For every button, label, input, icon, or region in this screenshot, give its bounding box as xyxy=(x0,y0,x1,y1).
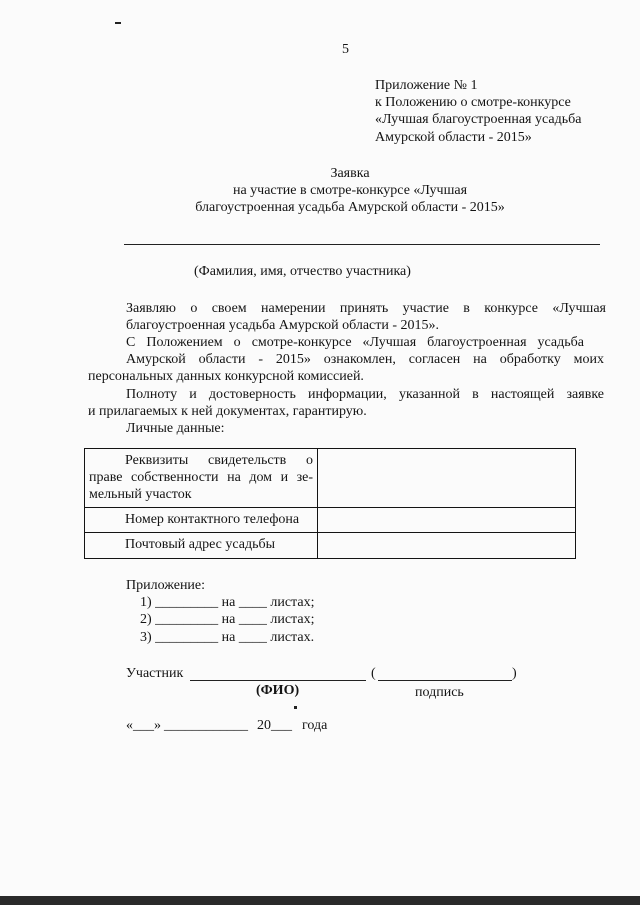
title-line-3: благоустроенная усадьба Амурской области - 2015» xyxy=(195,200,505,215)
table-row xyxy=(85,508,576,533)
title-line-1: Заявка xyxy=(330,166,370,181)
attachment-item-1: 1) _________ на ____ листах; xyxy=(140,595,315,610)
annex-line-1: Приложение № 1 xyxy=(375,78,478,93)
sign-line xyxy=(378,680,512,681)
p2-line-3: персональных данных конкурсной комиссией. xyxy=(88,369,364,384)
sign-close-paren: ) xyxy=(512,666,517,681)
attachment-item-3: 3) _________ на ____ листах. xyxy=(140,630,315,645)
fio-caption: (ФИО) xyxy=(256,683,300,698)
personal-data-table xyxy=(84,448,576,559)
annex-line-3: «Лучшая благоустроенная усадьба xyxy=(375,112,582,127)
attachments-label: Приложение: xyxy=(126,578,206,593)
participant-name-line xyxy=(124,244,600,245)
sign-caption: подпись xyxy=(415,685,464,700)
p3-line-2: и прилагаемых к ней документах, гарантирую. xyxy=(88,404,367,419)
property-docs-label-line-2: праве собственности на дом и зе- xyxy=(89,470,313,485)
participant-name-caption: (Фамилия, имя, отчество участника) xyxy=(194,264,411,279)
scan-mark xyxy=(115,22,121,24)
personal-data-label: Личные данные: xyxy=(126,421,225,436)
phone-value-cell[interactable] xyxy=(318,508,576,533)
property-docs-label-cell xyxy=(85,449,318,508)
table-row xyxy=(85,533,576,559)
date-day: «___» xyxy=(126,718,161,733)
address-label-cell xyxy=(85,533,318,559)
annex-line-2: к Положению о смотре-конкурсе xyxy=(375,95,571,110)
p1-line-1: Заявляю о своем намерении принять участие в конкурсе «Лучшая xyxy=(126,301,606,316)
p2-line-1: С Положением о смотре-конкурсе «Лучшая благоустроенная усадьба xyxy=(126,335,584,350)
address-label: Почтовый адрес усадьбы xyxy=(125,537,275,552)
annex-line-4: Амурской области - 2015» xyxy=(375,130,532,145)
date-month: ____________ xyxy=(164,718,248,733)
phone-label: Номер контактного телефона xyxy=(125,512,300,527)
table-row xyxy=(85,449,576,508)
date-year-suffix: года xyxy=(302,718,328,733)
phone-label-cell xyxy=(85,508,318,533)
participant-label: Участник xyxy=(126,666,184,681)
fio-line xyxy=(190,680,366,681)
title-line-2: на участие в смотре-конкурсе «Лучшая xyxy=(232,183,468,198)
page-number: 5 xyxy=(342,42,349,57)
date-year: 20___ xyxy=(257,718,292,733)
attachment-item-2: 2) _________ на ____ листах; xyxy=(140,612,315,627)
p1-line-2: благоустроенная усадьба Амурской области - 2015». xyxy=(126,318,440,333)
scan-edge xyxy=(0,896,640,905)
property-docs-label-line-3: мельный участок xyxy=(89,487,192,502)
property-docs-value-cell[interactable] xyxy=(318,449,576,508)
p3-line-1: Полноту и достоверность информации, указанной в настоящей заявке xyxy=(126,387,604,402)
p2-line-2: Амурской области - 2015» ознакомлен, согласен на обработку моих xyxy=(126,352,604,367)
address-value-cell[interactable] xyxy=(318,533,576,559)
scan-mark xyxy=(294,706,297,709)
property-docs-label-line-1: Реквизиты свидетельств о xyxy=(125,453,313,468)
sign-open-paren: ( xyxy=(371,666,376,681)
